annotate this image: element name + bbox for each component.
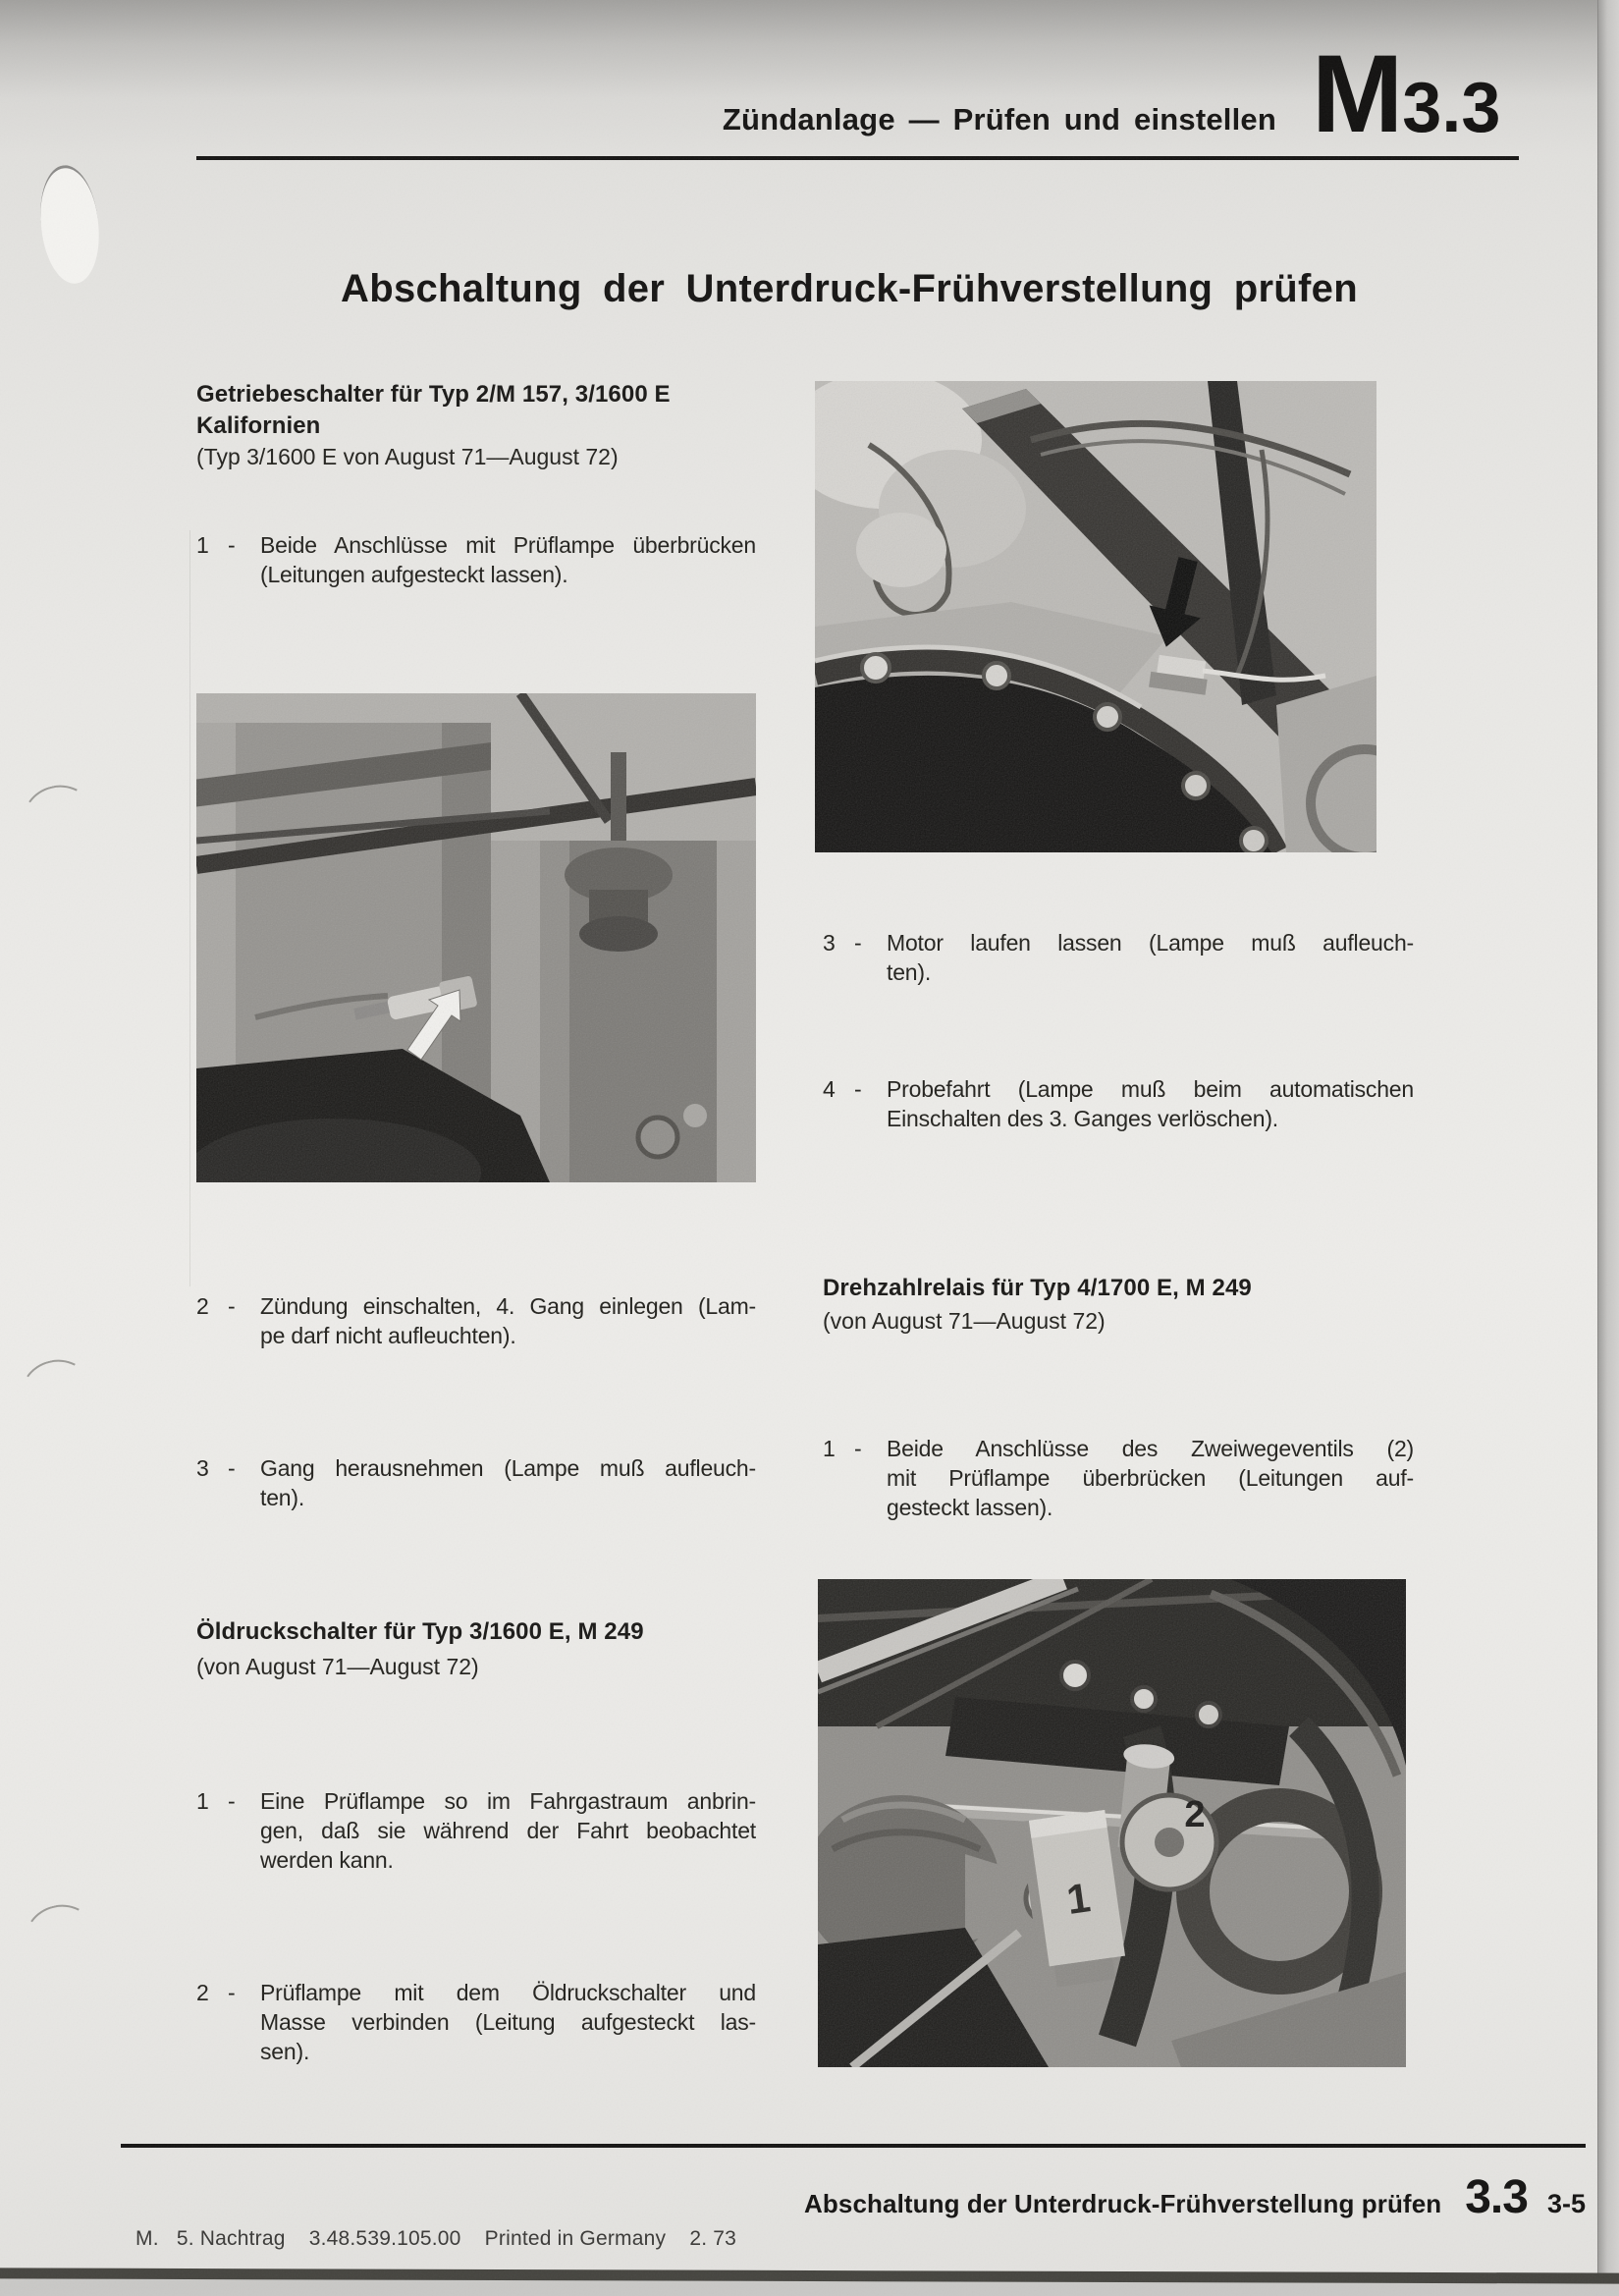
text-line: gen, daß sie während der Fahrt beobachtet	[260, 1818, 756, 1843]
item-number: 3	[196, 1455, 209, 1481]
text-line: Gang herausnehmen (Lampe muß aufleuch-	[260, 1455, 756, 1481]
text-line: pe darf nicht aufleuchten).	[260, 1323, 516, 1348]
text-line: Einschalten des 3. Ganges verlöschen).	[887, 1106, 1278, 1131]
footer-caption-row	[589, 2170, 1586, 2224]
section-subheading: (von August 71—August 72)	[823, 1308, 1106, 1334]
footer-section-number: 3.3	[1465, 2171, 1528, 2223]
section-heading-drehzahlrelais: Drehzahlrelais für Typ 4/1700 E, M 249	[823, 1275, 1252, 1301]
item-text	[260, 1291, 756, 1350]
item-dash: -	[228, 532, 236, 558]
text-line: mit Prüflampe überbrücken (Leitungen auf-	[887, 1465, 1414, 1491]
item-number: 1	[196, 532, 209, 558]
section-heading-getriebeschalter	[196, 379, 805, 442]
item-text	[260, 530, 756, 589]
text-line: ten).	[260, 1485, 305, 1510]
photo-label-relay: 1	[1063, 1874, 1094, 1924]
item-dash: -	[228, 1788, 236, 1814]
engine-photo-transmission-switch	[815, 381, 1376, 852]
item-number: 1	[823, 1436, 836, 1461]
item-dash: -	[228, 1980, 236, 2005]
text-line: Zündung einschalten, 4. Gang einlegen (Lam-	[260, 1293, 756, 1319]
section-heading-oeldruckschalter: Öldruckschalter für Typ 3/1600 E, M 249	[196, 1618, 644, 1645]
item-text	[887, 1434, 1414, 1522]
section-subheading: (von August 71—August 72)	[196, 1654, 479, 1679]
text-line: sen).	[260, 2039, 310, 2064]
instruction-item-1	[823, 1434, 1414, 1522]
item-number: 2	[196, 1980, 209, 2005]
instruction-item-1	[196, 530, 756, 589]
item-number: 1	[196, 1788, 209, 1814]
item-dash: -	[854, 1076, 862, 1102]
item-dash: -	[854, 1436, 862, 1461]
item-number: 2	[196, 1293, 209, 1319]
section-code-letter: M	[1312, 32, 1401, 155]
binder-arc-artifact	[20, 1897, 100, 1971]
section-code	[1312, 32, 1501, 155]
text-line: Masse verbinden (Leitung aufgesteckt las-	[260, 2009, 756, 2035]
item-number: 4	[823, 1076, 836, 1102]
punch-hole	[35, 162, 104, 286]
item-dash: -	[228, 1455, 236, 1481]
instruction-item-3	[823, 928, 1414, 987]
text-line: Prüflampe mit dem Öldruckschalter und	[260, 1980, 756, 2005]
text-line: (Leitungen aufgesteckt lassen).	[260, 562, 568, 587]
instruction-item-4	[823, 1074, 1414, 1133]
header-title: Zündanlage — Prüfen und einstellen	[722, 102, 1276, 137]
page-fold-line	[189, 530, 190, 1286]
footer-page-number: 3-5	[1546, 2189, 1586, 2218]
page-right-edge	[1597, 0, 1619, 2296]
item-text	[887, 1074, 1414, 1133]
item-dash: -	[854, 930, 862, 956]
page-title: Abschaltung der Unterdruck-Frühverstellung prüfen	[341, 267, 1358, 310]
instruction-item-1	[196, 1786, 756, 1875]
binder-arc-artifact	[16, 1352, 96, 1426]
item-dash: -	[228, 1293, 236, 1319]
heading-line: Getriebeschalter für Typ 2/M 157, 3/1600 E	[196, 381, 671, 408]
binder-arc-artifact	[18, 778, 98, 851]
text-line: Motor laufen lassen (Lampe muß aufleuch-	[887, 930, 1414, 956]
text-line: Eine Prüflampe so im Fahrgastraum anbrin-	[260, 1788, 756, 1814]
footer-caption: Abschaltung der Unterdruck-Frühverstellung prüfen	[804, 2189, 1442, 2218]
footer-rule	[121, 2144, 1586, 2148]
engine-photo-relay-valve	[818, 1579, 1406, 2067]
instruction-item-2	[196, 1291, 756, 1350]
item-text	[260, 1786, 756, 1875]
heading-line: Kalifornien	[196, 412, 321, 439]
text-line: Beide Anschlüsse mit Prüflampe überbrücken	[260, 532, 756, 558]
item-text	[260, 1978, 756, 2066]
section-subheading: (Typ 3/1600 E von August 71—August 72)	[196, 444, 619, 469]
text-line: gesteckt lassen).	[887, 1495, 1053, 1520]
photo-label-valve: 2	[1184, 1794, 1206, 1835]
header-rule	[196, 156, 1519, 160]
engine-photo-getriebeschalter	[196, 693, 756, 1182]
section-code-number: 3.3	[1402, 69, 1501, 147]
footer-imprint: M. 5. Nachtrag 3.48.539.105.00 Printed in Germany 2. 73	[135, 2227, 737, 2250]
item-number: 3	[823, 930, 836, 956]
instruction-item-2	[196, 1978, 756, 2066]
text-line: Probefahrt (Lampe muß beim automatischen	[887, 1076, 1414, 1102]
item-text	[260, 1453, 756, 1512]
text-line: ten).	[887, 959, 932, 985]
text-line: werden kann.	[260, 1847, 394, 1873]
text-line: Beide Anschlüsse des Zweiwegeventils (2)	[887, 1436, 1414, 1461]
item-text	[887, 928, 1414, 987]
instruction-item-3	[196, 1453, 756, 1512]
